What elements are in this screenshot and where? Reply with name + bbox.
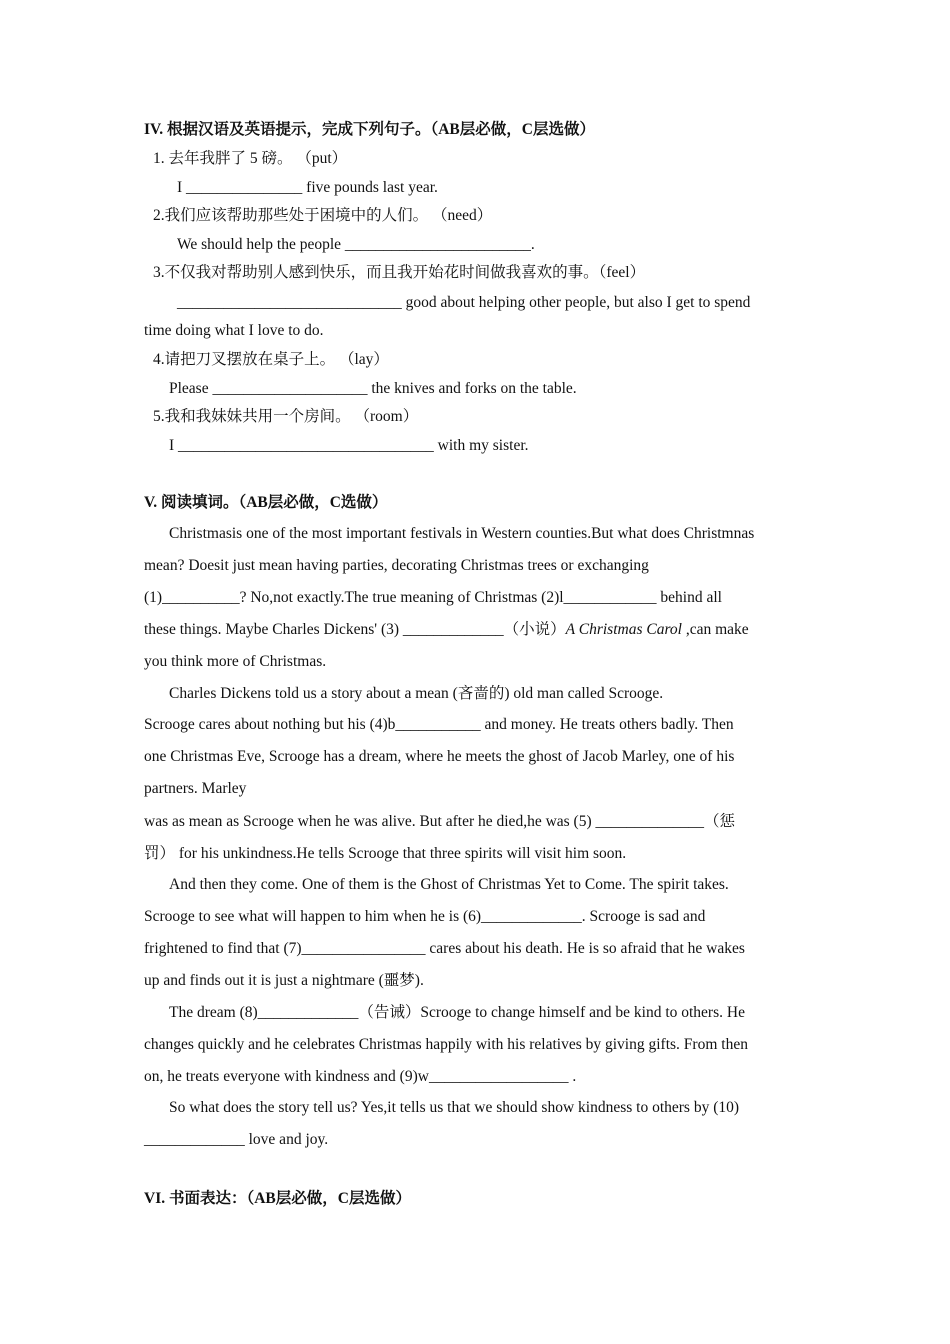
q2-chinese: 2.我们应该帮助那些处于困境中的人们。 （need） — [153, 207, 493, 224]
passage-line: Christmasis one of the most important festivals in Western counties.But what does Christmnas — [169, 525, 755, 542]
passage-line: Scrooge to see what will happen to him when he is (6)_____________. Scrooge is sad and — [144, 908, 706, 925]
passage-line-with-title — [144, 620, 749, 640]
passage-line: The dream (8)_____________（告诫）Scrooge to change himself and be kind to others. He — [169, 1004, 745, 1021]
q3-english-line1: _____________________________ good about helping other people, but also I get to spend — [177, 294, 751, 311]
section-v-heading: V. 阅读填词。（AB层必做，C选做） — [144, 494, 388, 511]
q1-english: I _______________ five pounds last year. — [177, 179, 438, 196]
q3-english-line2: time doing what I love to do. — [144, 322, 324, 339]
passage-line: partners. Marley — [144, 780, 247, 797]
passage-line: frightened to find that (7)________________ cares about his death. He is so afraid that he wakes — [144, 940, 745, 957]
passage-line: up and finds out it is just a nightmare (噩梦). — [144, 972, 424, 989]
passage-line-start: these things. Maybe Charles Dickens' (3) _____________（小说） — [144, 621, 566, 638]
q4-chinese: 4.请把刀叉摆放在桌子上。 （lay） — [153, 351, 389, 368]
passage-line: you think more of Christmas. — [144, 653, 327, 670]
section-iv-heading: IV. 根据汉语及英语提示，完成下列句子。（AB层必做，C层选做） — [144, 121, 595, 138]
passage-line: 罚） for his unkindness.He tells Scrooge that three spirits will visit him soon. — [144, 845, 627, 862]
q3-chinese: 3.不仅我对帮助别人感到快乐，而且我开始花时间做我喜欢的事。（feel） — [153, 264, 646, 281]
q1-chinese: 1. 去年我胖了 5 磅。 （put） — [153, 150, 348, 167]
passage-line: was as mean as Scrooge when he was alive. But after he died,he was (5) ______________（惩 — [144, 813, 735, 830]
passage-line: So what does the story tell us? Yes,it tells us that we should show kindness to others by (10) — [169, 1099, 740, 1116]
passage-line: one Christmas Eve, Scrooge has a dream, where he meets the ghost of Jacob Marley, one of his — [144, 748, 735, 765]
book-title: A Christmas Carol — [565, 621, 682, 638]
passage-line: on, he treats everyone with kindness and (9)w__________________ . — [144, 1068, 577, 1085]
passage-line-end: ,can make — [681, 621, 749, 638]
passage-line: Scrooge cares about nothing but his (4)b___________ and money. He treats others badly. Then — [144, 716, 734, 733]
passage-line: (1)__________? No,not exactly.The true meaning of Christmas (2)l____________ behind all — [144, 589, 722, 606]
passage-line: Charles Dickens told us a story about a mean (吝啬的) old man called Scrooge. — [169, 685, 664, 702]
passage-line: changes quickly and he celebrates Christmas happily with his relatives by giving gifts. From then — [144, 1036, 748, 1053]
section-vi-heading: VI. 书面表达：（AB层必做，C层选做） — [144, 1190, 411, 1207]
q4-english: Please ____________________ the knives and forks on the table. — [169, 380, 577, 397]
passage-line: And then they come. One of them is the Ghost of Christmas Yet to Come. The spirit takes. — [169, 876, 729, 893]
q5-english: I _________________________________ with my sister. — [169, 437, 529, 454]
passage-line: _____________ love and joy. — [144, 1131, 329, 1148]
q5-chinese: 5.我和我妹妹共用一个房间。 （room） — [153, 408, 419, 425]
q2-english: We should help the people ________________________. — [177, 236, 535, 253]
passage-line: mean? Doesit just mean having parties, decorating Christmas trees or exchanging — [144, 557, 649, 574]
